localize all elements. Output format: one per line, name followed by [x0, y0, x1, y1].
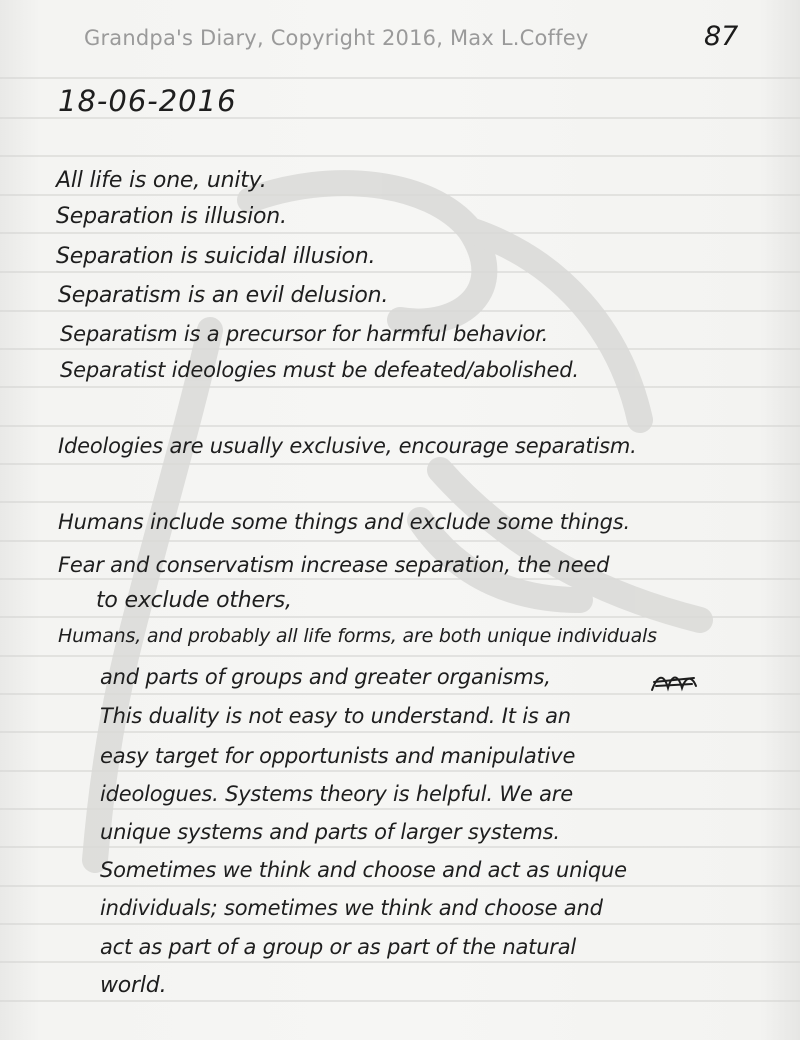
diary-line: This duality is not easy to understand. It is an [100, 704, 571, 728]
page-number: 87 [704, 21, 739, 52]
diary-line: act as part of a group or as part of the natural [100, 935, 577, 959]
diary-line: world. [100, 973, 167, 998]
diary-line: Ideologies are usually exclusive, encourage separatism. [58, 434, 637, 458]
entry-date: 18-06-2016 [58, 84, 237, 118]
diary-line: Separation is illusion. [56, 204, 287, 229]
diary-line: All life is one, unity. [56, 168, 267, 193]
diary-line: easy target for opportunists and manipulative [100, 744, 576, 768]
diary-line: unique systems and parts of larger systems. [100, 820, 560, 844]
diary-line: individuals; sometimes we think and choose and [100, 896, 603, 920]
diary-line: Humans include some things and exclude some things. [58, 510, 631, 534]
diary-header-title: Grandpa's Diary, Copyright 2016, Max L.Coffey [84, 26, 589, 50]
diary-line: Fear and conservatism increase separation, the need [58, 553, 610, 577]
crossed-out-scribble [648, 668, 700, 696]
diary-line: to exclude others, [96, 588, 292, 613]
diary-line: Humans, and probably all life forms, are both unique individuals [58, 625, 657, 647]
diary-line: Separation is suicidal illusion. [56, 244, 376, 269]
diary-line: Separatist ideologies must be defeated/abolished. [60, 358, 579, 382]
diary-line: ideologues. Systems theory is helpful. We are [100, 782, 573, 806]
diary-line: Separatism is a precursor for harmful behavior. [60, 322, 549, 346]
diary-line: and parts of groups and greater organisms, [100, 665, 551, 689]
diary-line: Separatism is an evil delusion. [58, 283, 389, 308]
diary-line: Sometimes we think and choose and act as unique [100, 858, 627, 882]
